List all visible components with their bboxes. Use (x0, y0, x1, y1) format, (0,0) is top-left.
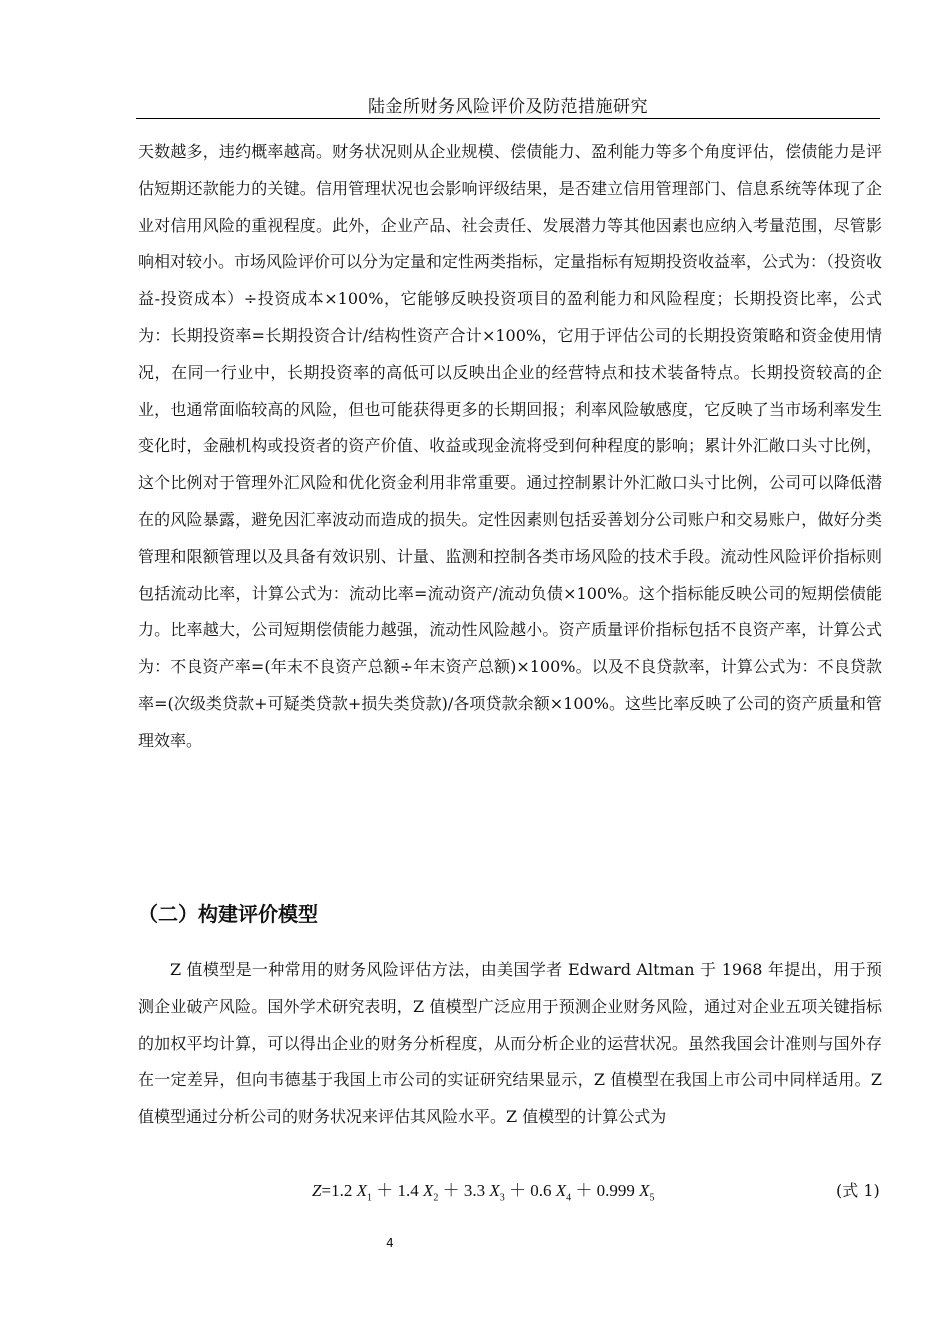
running-header: 陆金所财务风险评价及防范措施研究 (368, 97, 648, 117)
section-heading: （二）构建评价模型 (138, 902, 318, 926)
formula-term: ＋ 1.4 $X_2$ (376, 1181, 439, 1204)
page-number: 4 (386, 1236, 394, 1250)
formula-equals: = (321, 1181, 332, 1200)
z-model-paragraph: Z 值模型是一种常用的财务风险评估方法，由美国学者 Edward Altman 于 1968 年提出，用于预测企业破产风险。国外学术研究表明，Z 值模型广泛应用于预测企业财务风险，通过对企业五项关键指标的加权平均计算，可以得出企业的财务分析程度，从而分析企业的运营状况。虽然我国会计准则与国外存在一定差异，但向韦德基于我国上市公司的实证研究结果显示，Z 值模型在我国上市公司中同样适用。Z 值模型通过分析公司的财务状况来评估其风险水平。Z 值模型的计算公式为 (138, 960, 882, 1127)
body-paragraph: 天数越多，违约概率越高。财务状况则从企业规模、偿债能力、盈利能力等多个角度评估，偿债能力是评估短期还款能力的关键。信用管理状况也会影响评级结果，是否建立信用管理部门、信息系统等体现了企业对信用风险的重视程度。此外，企业产品、社会责任、发展潜力等其他因素也应纳入考量范围，尽管影响相对较小。市场风险评价可以分为定量和定性两类指标，定量指标有短期投资收益率，公式为：（投资收益-投资成本）÷投资成本×100%，它能够反映投资项目的盈利能力和风险程度；长期投资比率，公式为：长期投资率=长期投资合计/结构性资产合计×100%，它用于评估公司的长期投资策略和资金使用情况，在同一行业中，长期投资率的高低可以反映出企业的经营特点和技术装备特点。长期投资较高的企业，也通常面临较高的风险，但也可能获得更多的长期回报；利率风险敏感度，它反映了当市场利率发生变化时，金融机构或投资者的资产价值、收益或现金流将受到何种程度的影响；累计外汇敞口头寸比例，这个比例对于管理外汇风险和优化资金利用非常重要。通过控制累计外汇敞口头寸比例，公司可以降低潜在的风险暴露，避免因汇率波动而造成的损失。定性因素则包括妥善划分公司账户和交易账户，做好分类管理和限额管理以及具备有效识别、计量、监测和控制各类市场风险的技术手段。流动性风险评价指标则包括流动比率，计算公式为：流动比率=流动资产/流动负债×100%。这个指标能反映公司的短期偿债能力。比率越大，公司短期偿债能力越强，流动性风险越小。资产质量评价指标包括不良资产率，计算公式为：不良资产率=(年末不良资产总额÷年末资产总额)×100%。以及不良贷款率，计算公式为：不良贷款率=(次级类贷款+可疑类贷款+损失类贷款)/各项贷款余额×100%。这些比率反映了公司的资产质量和管理效率。 (138, 142, 883, 750)
z-score-formula (312, 1176, 655, 1203)
formula-term: ＋ 0.999 $X_5$ (575, 1181, 655, 1204)
header-rule (136, 118, 880, 119)
formula-lhs: Z (312, 1181, 322, 1200)
formula-term: 1.2 $X_1$ (331, 1181, 372, 1204)
formula-number: (式 1) (836, 1181, 880, 1200)
formula-term: ＋ 3.3 $X_3$ (442, 1181, 505, 1204)
formula-term: ＋ 0.6 $X_4$ (508, 1181, 572, 1204)
